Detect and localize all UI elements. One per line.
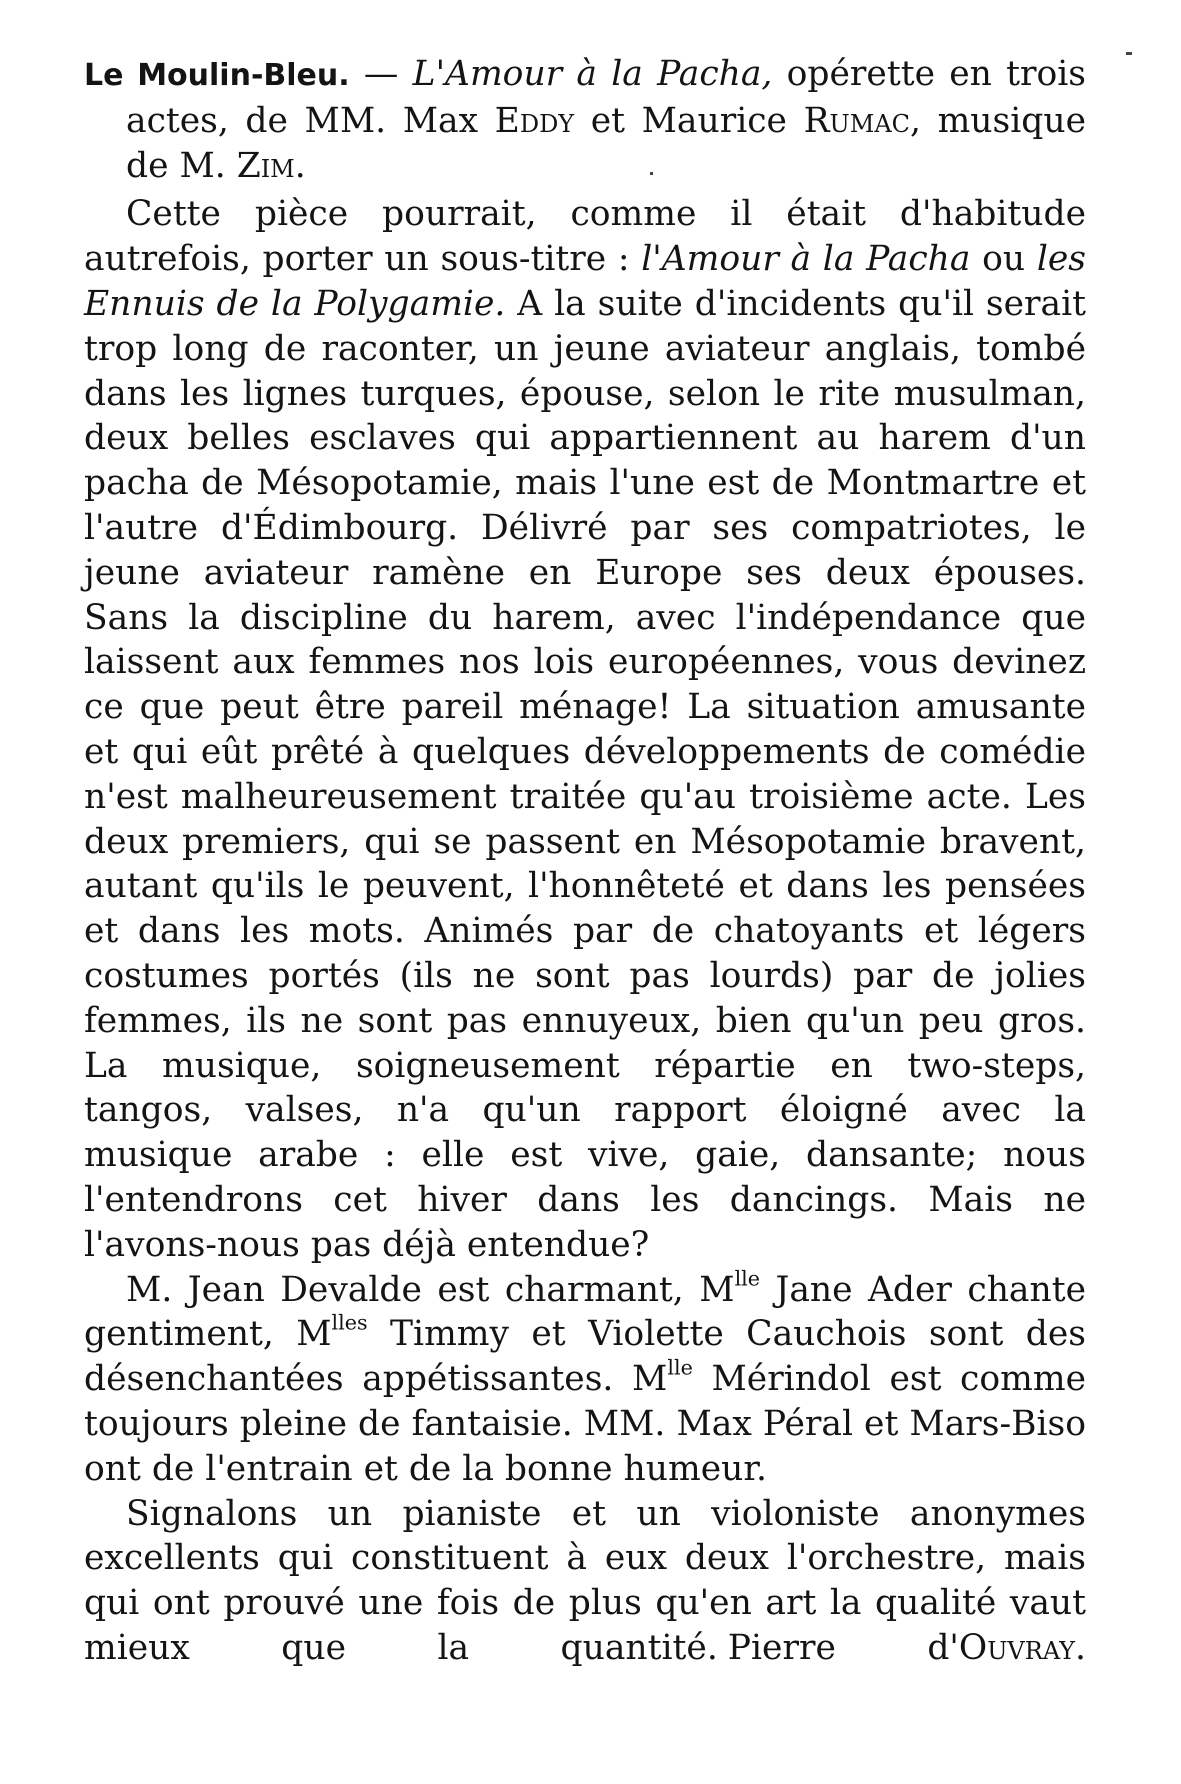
cast-honorific-1: lle bbox=[734, 1266, 761, 1290]
review-paragraph-plot bbox=[84, 192, 1086, 1267]
plot-text-2: ou bbox=[970, 239, 1037, 280]
plot-text-1: Cette pièce pourrait, comme il était d'habitude autrefois, porter un sous-titre : bbox=[84, 194, 1086, 280]
cast-text-2: Jane Ader chante gentiment, M bbox=[84, 1269, 1086, 1355]
play-title: L'Amour à la Pacha, bbox=[412, 54, 773, 94]
heading-dash: — bbox=[349, 54, 413, 94]
review-heading bbox=[84, 52, 1086, 188]
page-speck bbox=[1126, 52, 1132, 55]
orchestra-text: Signalons un pianiste et un violoniste anonymes excellents qui constituent à eux deux l'orchestre, mais qui ont prouvé une fois de plus qu'en art la qualité vaut mieux que la quantité. bbox=[84, 1493, 1086, 1668]
plot-subtitle-1: l'Amour à la Pacha bbox=[641, 239, 971, 280]
signature bbox=[718, 1628, 1086, 1668]
play-description-3: , musique de M. bbox=[126, 100, 1086, 186]
page-speck bbox=[650, 172, 653, 175]
signature-name: Ouvray bbox=[958, 1627, 1076, 1668]
plot-text-3: A la suite d'incidents qu'il serait trop long de raconter, un jeune aviateur anglais, tombé dans les lignes turques, épouse, selon le rite musulman, deux belles esclaves qui appartiennent au harem d'un pacha de Mésopotamie, mais l'une est de Montmartre et l'autre d'Édimbourg. Délivré par ses compatriotes, le jeune aviateur ramène en Europe ses deux épouses. Sans la discipline du harem, avec l'indépendance que laissent aux femmes nos lois européennes, vous devinez ce que peut être pareil ménage! La situation amusante et qui eût prêté à quelques développements de comédie n'est malheureusement traitée qu'au troisième acte. Les deux premiers, qui se passent en Mésopotamie bravent, autant qu'ils le peuvent, l'honnêteté et dans les pensées et dans les mots. Animés par de chatoyants et légers costumes portés (ils ne sont pas lourds) par de jolies femmes, ils ne sont pas ennuyeux, bien qu'un peu gros. La musique, soigneusement répartie en two-steps, tangos, valses, n'a qu'un rapport éloigné avec la musique arabe : elle est vive, gaie, dansante; nous l'entendrons cet hiver dans les dancings. Mais ne l'avons-nous pas déjà entendue? bbox=[84, 283, 1087, 1265]
cast-text-3: Timmy et Violette Cauchois sont des désenchantées appétissantes. M bbox=[84, 1314, 1086, 1400]
cast-text-1: M. Jean Devalde est charmant, M bbox=[126, 1269, 735, 1310]
play-description-1: opérette en trois actes, de MM. Max bbox=[126, 54, 1086, 141]
author-eddy: Eddy bbox=[494, 100, 575, 141]
venue-name: Le Moulin-Bleu. bbox=[84, 58, 350, 93]
composer-zim: Zim bbox=[236, 145, 295, 186]
review-paragraph-cast bbox=[84, 1268, 1086, 1492]
plot-subtitle-2: les Ennuis de la Polygamie. bbox=[84, 239, 1086, 324]
play-description-2: et Maurice bbox=[574, 100, 804, 141]
cast-text-4: Mérindol est comme toujours pleine de fantaisie. MM. Max Péral et Mars-Biso ont de l'entrain et de la bonne humeur. bbox=[84, 1359, 1086, 1489]
cast-honorific-3: lle bbox=[667, 1355, 693, 1380]
page-body bbox=[84, 52, 1086, 1671]
cast-honorific-2: lles bbox=[331, 1310, 368, 1335]
play-description-4: . bbox=[294, 145, 306, 186]
signature-end: . bbox=[1075, 1627, 1086, 1668]
signature-prefix: Pierre d' bbox=[727, 1627, 959, 1668]
author-rumac: Rumac bbox=[803, 100, 911, 141]
review-paragraph-orchestra bbox=[84, 1492, 1086, 1671]
